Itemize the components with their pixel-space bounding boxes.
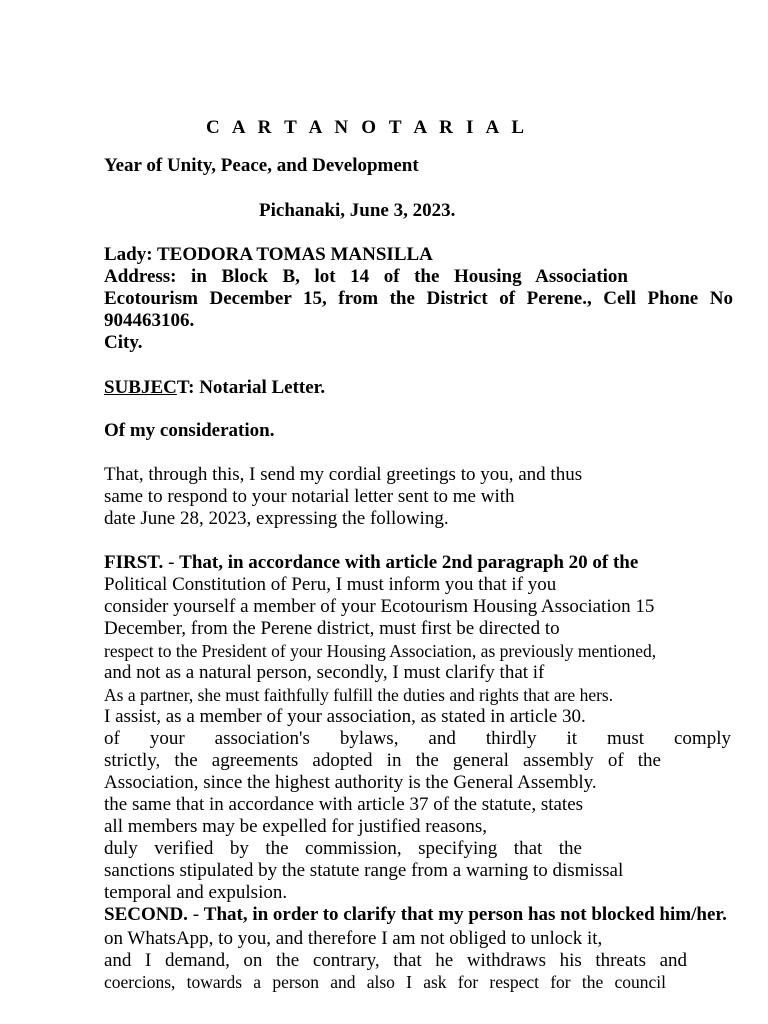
first-paragraph-line: strictly, the agreements adopted in the general assembly of the — [104, 750, 661, 771]
recipient-phone: 904463106. — [104, 310, 195, 331]
first-paragraph-line: I assist, as a member of your association, as stated in article 30. — [104, 706, 586, 727]
subject-text: Notarial Letter. — [194, 377, 326, 398]
first-heading-text: That, in accordance with article 2nd paragraph 20 of the — [179, 552, 639, 573]
first-paragraph-line: of your association's bylaws, and thirdly it must comply — [104, 728, 731, 749]
consideration-line: Of my consideration. — [104, 420, 275, 441]
second-paragraph-line: on WhatsApp, to you, and therefore I am not obliged to unlock it, — [104, 928, 603, 949]
first-paragraph-line: respect to the President of your Housing Association, as previously mentioned, — [104, 641, 657, 661]
first-paragraph-line: Association, since the highest authority is the General Assembly. — [104, 772, 597, 793]
first-paragraph-line: and not as a natural person, secondly, I must clarify that if — [104, 662, 545, 683]
subject-label-rest: T: — [176, 377, 195, 398]
document-title: C A R T A N O T A R I A L — [206, 117, 529, 138]
first-paragraph-line: the same that in accordance with article 37 of the statute, states — [104, 794, 584, 815]
second-paragraph-line: and I demand, on the contrary, that he withdraws his threats and — [104, 950, 687, 971]
second-heading — [104, 904, 727, 926]
subject-label-underlined: SUBJEC — [104, 377, 177, 398]
first-paragraph-line: consider yourself a member of your Ecotourism Housing Association 15 — [104, 596, 655, 617]
first-paragraph-line: temporal and expulsion. — [104, 882, 288, 903]
intro-line: date June 28, 2023, expressing the following. — [104, 508, 449, 529]
second-heading-text: That, in order to clarify that my person has not blocked him/her. — [203, 904, 727, 925]
first-paragraph-line: As a partner, she must faithfully fulfill the duties and rights that are hers. — [104, 685, 614, 705]
recipient-name: Lady: TEODORA TOMAS MANSILLA — [104, 244, 433, 265]
second-heading-dash: - — [187, 904, 204, 925]
subject-line — [104, 377, 325, 399]
intro-line: same to respond to your notarial letter sent to me with — [104, 486, 515, 507]
first-paragraph-line: December, from the Perene district, must first be directed to — [104, 618, 560, 639]
recipient-address-line-1: Address: in Block B, lot 14 of the Housing Association — [104, 266, 628, 287]
first-heading — [104, 552, 638, 574]
first-heading-dash: - — [163, 552, 180, 573]
first-paragraph-line: duly verified by the commission, specifying that the — [104, 838, 582, 859]
second-heading-label: SECOND. — [104, 904, 188, 925]
place-date: Pichanaki, June 3, 2023. — [259, 200, 456, 221]
first-heading-label: FIRST. — [104, 552, 164, 573]
first-paragraph-line: all members may be expelled for justified reasons, — [104, 816, 488, 837]
intro-line: That, through this, I send my cordial greetings to you, and thus — [104, 464, 583, 485]
first-paragraph-line: sanctions stipulated by the statute range from a warning to dismissal — [104, 860, 624, 881]
recipient-city: City. — [104, 332, 143, 353]
recipient-address-line-2: Ecotourism December 15, from the District of Perene., Cell Phone No — [104, 288, 733, 309]
second-paragraph-line: coercions, towards a person and also I ask for respect for the council — [104, 972, 666, 992]
first-paragraph-line: Political Constitution of Peru, I must inform you that if you — [104, 574, 557, 595]
year-line: Year of Unity, Peace, and Development — [104, 155, 419, 176]
